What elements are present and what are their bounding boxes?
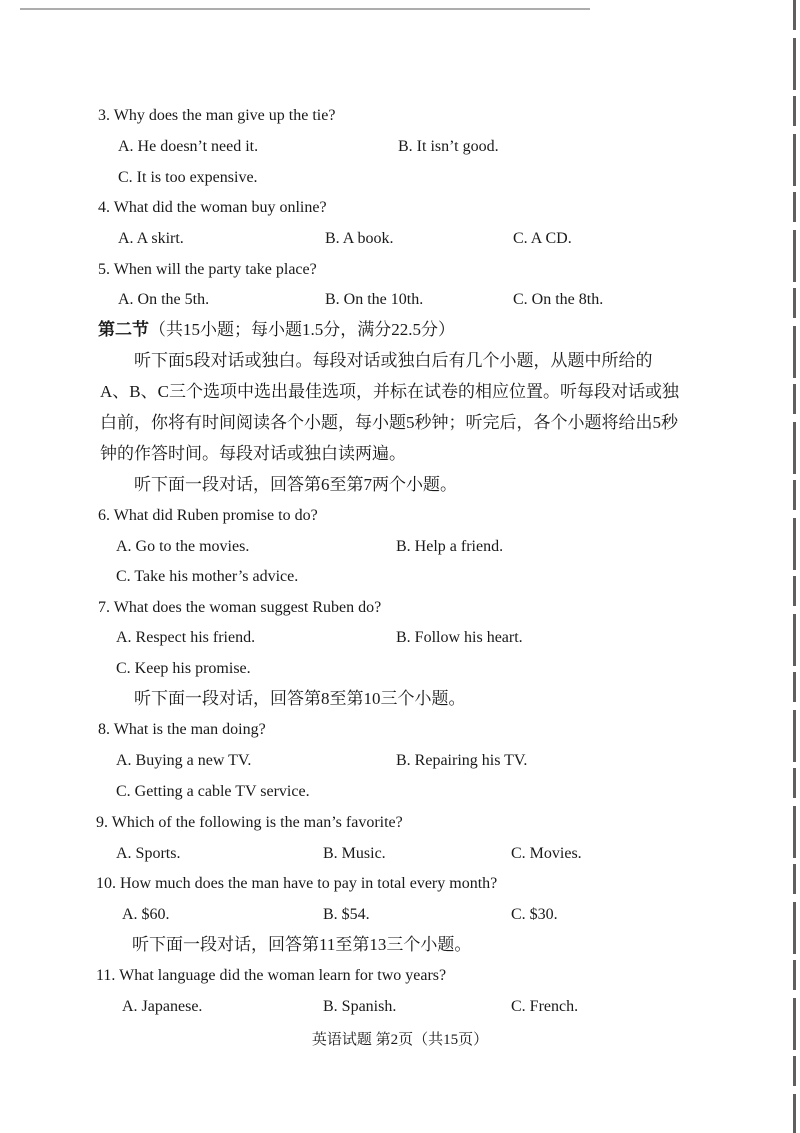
dialogue-intro: 听下面一段对话，回答第11至第13三个小题。 xyxy=(132,935,472,954)
section-heading xyxy=(98,320,455,340)
q7-option-c: C. Keep his promise. xyxy=(116,660,251,677)
question-3: 3. Why does the man give up the tie? xyxy=(98,107,336,124)
q8-option-b: B. Repairing his TV. xyxy=(396,752,528,769)
section-title: 第二节 xyxy=(98,320,149,339)
section-meta: （共15小题；每小题1.5分，满分22.5分） xyxy=(149,320,455,339)
q9-option-b: B. Music. xyxy=(323,845,386,862)
q6-option-c: C. Take his mother’s advice. xyxy=(116,568,299,585)
q4-option-b: B. A book. xyxy=(325,230,394,247)
question-11: 11. What language did the woman learn for two years? xyxy=(96,967,447,984)
instruction-line: 钟的作答时间。每段对话或独白读两遍。 xyxy=(100,444,406,463)
top-rule xyxy=(20,8,590,10)
q5-option-b: B. On the 10th. xyxy=(325,291,424,308)
instruction-line: 听下面5段对话或独白。每段对话或独白后有几个小题，从题中所给的 xyxy=(134,351,653,370)
page-footer: 英语试题 第2页（共15页） xyxy=(311,1032,489,1048)
question-4: 4. What did the woman buy online? xyxy=(98,199,327,216)
question-7: 7. What does the woman suggest Ruben do? xyxy=(98,599,382,616)
question-6: 6. What did Ruben promise to do? xyxy=(98,507,318,524)
instruction-line: 白前，你将有时间阅读各个小题，每小题5秒钟；听完后，各个小题将给出5秒 xyxy=(100,413,678,432)
q5-option-c: C. On the 8th. xyxy=(513,291,604,308)
q3-option-a: A. He doesn’t need it. xyxy=(118,138,259,155)
question-5: 5. When will the party take place? xyxy=(98,261,317,278)
q9-option-c: C. Movies. xyxy=(511,845,582,862)
q8-option-a: A. Buying a new TV. xyxy=(116,752,252,769)
q10-option-c: C. $30. xyxy=(511,906,558,923)
q11-option-a: A. Japanese. xyxy=(122,998,203,1015)
q4-option-a: A. A skirt. xyxy=(118,230,184,247)
q5-option-a: A. On the 5th. xyxy=(118,291,210,308)
q6-option-b: B. Help a friend. xyxy=(396,538,504,555)
question-9: 9. Which of the following is the man’s favorite? xyxy=(96,814,403,831)
question-8: 8. What is the man doing? xyxy=(98,721,266,738)
q3-option-b: B. It isn’t good. xyxy=(398,138,499,155)
q11-option-c: C. French. xyxy=(511,998,579,1015)
question-10: 10. How much does the man have to pay in total every month? xyxy=(96,875,498,892)
q7-option-a: A. Respect his friend. xyxy=(116,629,256,646)
q8-option-c: C. Getting a cable TV service. xyxy=(116,783,310,800)
scan-edge xyxy=(793,0,796,1133)
q9-option-a: A. Sports. xyxy=(116,845,181,862)
q10-option-a: A. $60. xyxy=(122,906,170,923)
dialogue-intro: 听下面一段对话，回答第6至第7两个小题。 xyxy=(134,475,457,494)
q10-option-b: B. $54. xyxy=(323,906,370,923)
q7-option-b: B. Follow his heart. xyxy=(396,629,523,646)
q11-option-b: B. Spanish. xyxy=(323,998,397,1015)
dialogue-intro: 听下面一段对话，回答第8至第10三个小题。 xyxy=(134,689,466,708)
q6-option-a: A. Go to the movies. xyxy=(116,538,250,555)
q3-option-c: C. It is too expensive. xyxy=(118,169,258,186)
instruction-line: A、B、C三个选项中选出最佳选项，并标在试卷的相应位置。听每段对话或独 xyxy=(100,382,679,401)
q4-option-c: C. A CD. xyxy=(513,230,572,247)
